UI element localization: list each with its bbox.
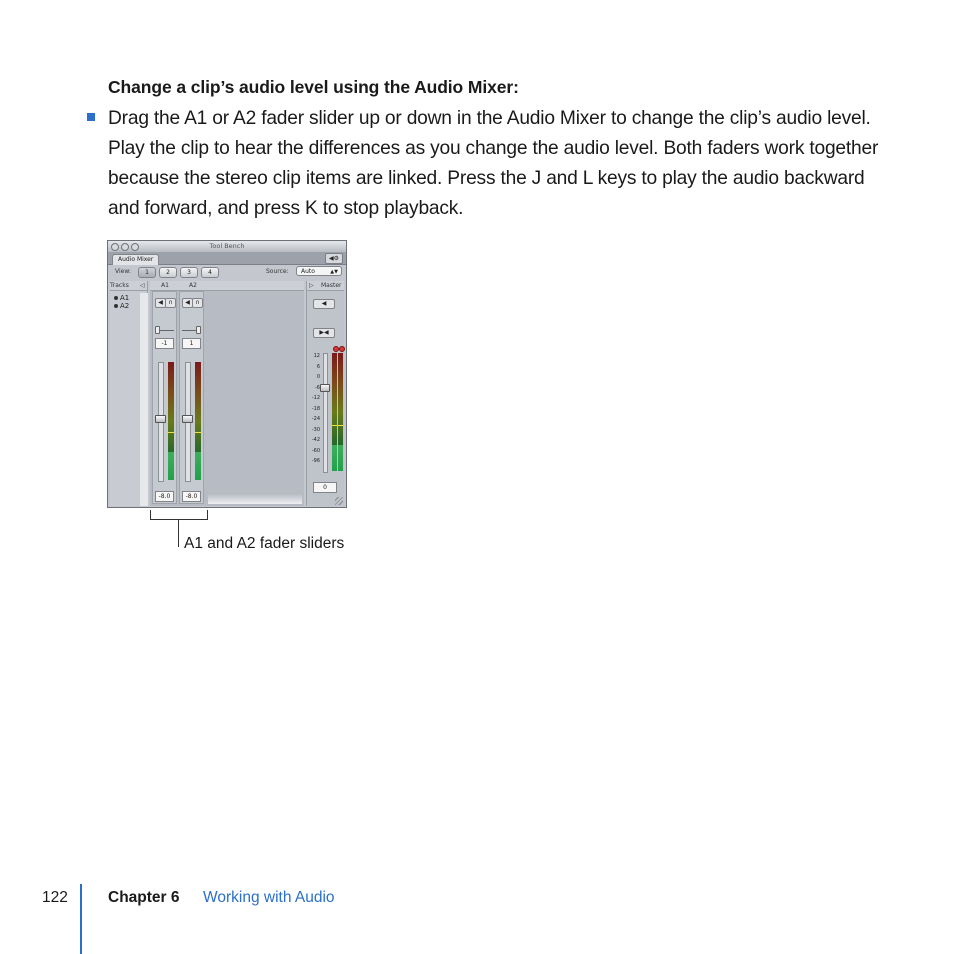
footer-rule <box>80 884 82 954</box>
source-label: Source: <box>266 268 289 275</box>
source-value: Auto <box>301 268 315 275</box>
expand-master-icon[interactable]: ▷ <box>309 282 314 289</box>
fader-slider-a2[interactable] <box>182 415 193 423</box>
view-button-3[interactable]: 3 <box>180 267 198 278</box>
view-button-1[interactable]: 1 <box>138 267 156 278</box>
tracks-header <box>110 281 147 291</box>
mixer-header <box>150 281 304 291</box>
source-select[interactable] <box>296 266 342 276</box>
master-pane <box>306 281 344 506</box>
strip-name-a1: A1 <box>161 282 169 289</box>
level-value-a1[interactable]: -8.0 <box>155 491 174 502</box>
window-title: Tool Bench <box>209 242 245 250</box>
mute-speaker-icon[interactable]: ◀ <box>182 298 193 308</box>
downmix-icon[interactable]: ▶◀ <box>313 328 335 338</box>
db-scale-tick: -42 <box>311 437 320 443</box>
db-scale-tick: -24 <box>311 416 320 422</box>
page-number: 122 <box>42 889 68 906</box>
master-fader-track[interactable] <box>323 353 328 473</box>
mixer-pane <box>150 281 304 506</box>
db-scale-tick: -18 <box>311 405 320 412</box>
callout-label: A1 and A2 fader sliders <box>184 535 345 552</box>
master-meter-left <box>332 353 337 471</box>
db-scale-tick: -60 <box>311 447 320 454</box>
view-label: View: <box>115 268 131 275</box>
callout-leader-line <box>178 520 179 547</box>
tracks-scroll-strip[interactable] <box>140 293 148 506</box>
view-button-4[interactable]: 4 <box>201 267 219 278</box>
level-meter-a2 <box>195 362 201 480</box>
track-item-a2[interactable] <box>114 302 129 310</box>
track-dot-icon <box>114 304 118 308</box>
level-meter-a1 <box>168 362 174 480</box>
instruction-paragraph: Drag the A1 or A2 fader slider up or down in the Audio Mixer to change the clip’s audio level. Play the clip to hear the differences as you change the audio level. Both faders work together because the stereo clip items are linked. Press the J and L keys to play the audio backward and forward, and press K to stop playback. <box>108 108 879 219</box>
callout-bracket <box>150 510 208 520</box>
chapter-title-link[interactable]: Working with Audio <box>203 889 335 906</box>
master-header <box>307 281 344 291</box>
track-label: A1 <box>120 294 130 302</box>
strip-name-a2: A2 <box>189 282 197 289</box>
select-arrows-icon: ▲▼ <box>330 269 338 275</box>
tab-bar <box>108 252 346 265</box>
chapter-label: Chapter 6 <box>108 889 180 906</box>
tab-audio-mixer[interactable]: Audio Mixer <box>112 254 159 265</box>
track-dot-icon <box>114 296 118 300</box>
master-level-value[interactable]: 0 <box>313 482 337 493</box>
tracks-pane <box>110 281 148 506</box>
db-scale-tick: -30 <box>311 426 320 433</box>
bullet-icon <box>87 113 95 121</box>
master-header-label: Master <box>321 282 342 289</box>
db-scale-tick: 12 <box>313 353 320 359</box>
channel-strip-a2 <box>179 291 204 504</box>
pan-value-a1[interactable]: -1 <box>155 338 174 349</box>
fader-slider-a1[interactable] <box>155 415 166 423</box>
procedure-heading: Change a clip’s audio level using the Audio Mixer: <box>108 77 519 97</box>
db-scale-tick: -6 <box>315 384 320 391</box>
pan-slider-a2[interactable] <box>182 326 201 334</box>
track-label: A2 <box>120 302 130 310</box>
pan-value-a2[interactable]: 1 <box>182 338 201 349</box>
master-fader-slider[interactable] <box>320 384 330 392</box>
headphones-icon[interactable]: ∩ <box>165 298 176 308</box>
pan-slider-a1[interactable] <box>155 326 174 334</box>
view-button-2[interactable]: 2 <box>159 267 177 278</box>
channel-strip-a1 <box>152 291 177 504</box>
db-scale-tick: -12 <box>311 395 320 401</box>
track-item-a1[interactable] <box>114 294 129 302</box>
mixer-empty-area <box>208 494 302 504</box>
headphones-icon[interactable]: ∩ <box>192 298 203 308</box>
db-scale-tick: -96 <box>311 458 320 464</box>
level-value-a2[interactable]: -8.0 <box>182 491 201 502</box>
db-scale-tick: 6 <box>316 363 320 370</box>
resize-grip-icon[interactable] <box>335 497 343 505</box>
mute-speaker-icon[interactable]: ◀ <box>155 298 166 308</box>
db-scale-tick: 0 <box>316 374 320 380</box>
tracks-header-label: Tracks <box>110 282 129 289</box>
tool-bench-window <box>107 240 347 508</box>
speaker-options-icon[interactable]: ◀⚙ <box>325 253 343 264</box>
master-mute-speaker-icon[interactable]: ◀ <box>313 299 335 309</box>
clip-indicator-right-icon <box>339 346 345 352</box>
collapse-tracks-icon[interactable]: ◁ <box>140 282 145 289</box>
master-meter-right <box>338 353 343 471</box>
